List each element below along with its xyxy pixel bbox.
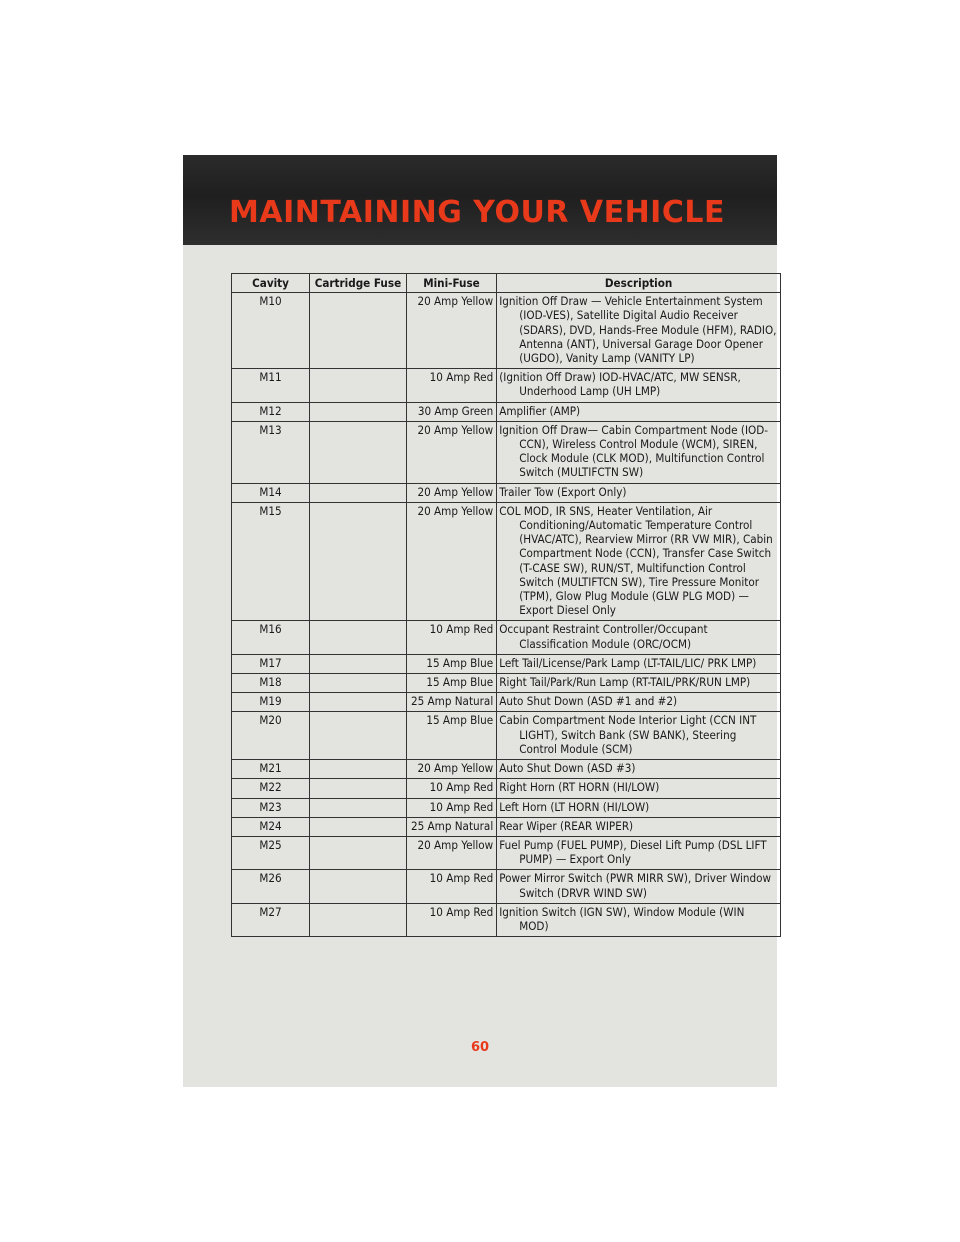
description-cell: Cabin Compartment Node Interior Light (CCN INT LIGHT), Switch Bank (SW BANK), Steering Control Module (SCM) <box>497 712 781 760</box>
mini-fuse-cell: 10 Amp Red <box>406 779 496 798</box>
column-header-cavity: Cavity <box>232 274 310 293</box>
cartridge-fuse-cell <box>310 654 407 673</box>
description-cell: Amplifier (AMP) <box>497 402 781 421</box>
cartridge-fuse-cell <box>310 798 407 817</box>
table-row <box>232 712 781 760</box>
table-row <box>232 621 781 654</box>
table-row <box>232 798 781 817</box>
description-cell: Ignition Off Draw— Cabin Compartment Node (IOD-CCN), Wireless Control Module (WCM), SIREN, Clock Module (CLK MOD), Multifunction Control Switch (MULTIFCTN SW) <box>497 421 781 483</box>
description-cell: (Ignition Off Draw) IOD-HVAC/ATC, MW SENSR, Underhood Lamp (UH LMP) <box>497 369 781 402</box>
cartridge-fuse-cell <box>310 293 407 369</box>
mini-fuse-cell: 10 Amp Red <box>406 798 496 817</box>
description-cell: Occupant Restraint Controller/Occupant Classification Module (ORC/OCM) <box>497 621 781 654</box>
description-cell: Right Horn (RT HORN (HI/LOW) <box>497 779 781 798</box>
cartridge-fuse-cell <box>310 817 407 836</box>
cartridge-fuse-cell <box>310 870 407 903</box>
mini-fuse-cell: 15 Amp Blue <box>406 674 496 693</box>
mini-fuse-cell: 20 Amp Yellow <box>406 483 496 502</box>
table-row <box>232 817 781 836</box>
cavity-cell: M23 <box>232 798 310 817</box>
mini-fuse-cell: 20 Amp Yellow <box>406 836 496 869</box>
description-cell: Left Horn (LT HORN (HI/LOW) <box>497 798 781 817</box>
table-row <box>232 674 781 693</box>
description-cell: Auto Shut Down (ASD #3) <box>497 760 781 779</box>
description-cell: Ignition Off Draw — Vehicle Entertainment System (IOD-VES), Satellite Digital Audio Receiver (SDARS), DVD, Hands-Free Module (HFM), RADIO, Antenna (ANT), Universal Garage Door Opener (UGDO), Vanity Lamp (VANITY LP) <box>497 293 781 369</box>
cavity-cell: M22 <box>232 779 310 798</box>
mini-fuse-cell: 20 Amp Yellow <box>406 502 496 621</box>
description-cell: COL MOD, IR SNS, Heater Ventilation, Air Conditioning/Automatic Temperature Control (HVAC/ATC), Rearview Mirror (RR VW MIR), Cabin Compartment Node (CCN), Transfer Case Switch (T-CASE SW), RUN/ST, Multifunction Control Switch (MULTIFTCN SW), Tire Pressure Monitor (TPM), Glow Plug Module (GLW PLG MOD) — Export Diesel Only <box>497 502 781 621</box>
section-header <box>183 155 777 245</box>
mini-fuse-cell: 30 Amp Green <box>406 402 496 421</box>
cavity-cell: M13 <box>232 421 310 483</box>
description-cell: Auto Shut Down (ASD #1 and #2) <box>497 693 781 712</box>
cavity-cell: M20 <box>232 712 310 760</box>
cartridge-fuse-cell <box>310 693 407 712</box>
cartridge-fuse-cell <box>310 674 407 693</box>
table-row <box>232 369 781 402</box>
mini-fuse-cell: 10 Amp Red <box>406 903 496 936</box>
column-header-description: Description <box>497 274 781 293</box>
cartridge-fuse-cell <box>310 712 407 760</box>
cartridge-fuse-cell <box>310 483 407 502</box>
mini-fuse-cell: 15 Amp Blue <box>406 654 496 673</box>
cartridge-fuse-cell <box>310 402 407 421</box>
mini-fuse-cell: 15 Amp Blue <box>406 712 496 760</box>
description-cell: Trailer Tow (Export Only) <box>497 483 781 502</box>
mini-fuse-cell: 25 Amp Natural <box>406 693 496 712</box>
description-cell: Fuel Pump (FUEL PUMP), Diesel Lift Pump (DSL LIFT PUMP) — Export Only <box>497 836 781 869</box>
cavity-cell: M17 <box>232 654 310 673</box>
mini-fuse-cell: 10 Amp Red <box>406 621 496 654</box>
table-row <box>232 654 781 673</box>
cavity-cell: M11 <box>232 369 310 402</box>
table-row <box>232 502 781 621</box>
page-number: 60 <box>470 1040 490 1055</box>
fuse-table <box>231 273 781 937</box>
description-cell: Ignition Switch (IGN SW), Window Module (WIN MOD) <box>497 903 781 936</box>
mini-fuse-cell: 10 Amp Red <box>406 870 496 903</box>
cavity-cell: M24 <box>232 817 310 836</box>
cartridge-fuse-cell <box>310 779 407 798</box>
description-cell: Rear Wiper (REAR WIPER) <box>497 817 781 836</box>
cavity-cell: M26 <box>232 870 310 903</box>
cavity-cell: M19 <box>232 693 310 712</box>
cavity-cell: M16 <box>232 621 310 654</box>
cavity-cell: M21 <box>232 760 310 779</box>
column-header-mini-fuse: Mini-Fuse <box>406 274 496 293</box>
table-body <box>232 293 781 937</box>
cavity-cell: M27 <box>232 903 310 936</box>
cartridge-fuse-cell <box>310 502 407 621</box>
table-row <box>232 779 781 798</box>
mini-fuse-cell: 10 Amp Red <box>406 369 496 402</box>
cartridge-fuse-cell <box>310 421 407 483</box>
mini-fuse-cell: 20 Amp Yellow <box>406 421 496 483</box>
table-row <box>232 693 781 712</box>
description-cell: Power Mirror Switch (PWR MIRR SW), Driver Window Switch (DRVR WIND SW) <box>497 870 781 903</box>
table-row <box>232 293 781 369</box>
cartridge-fuse-cell <box>310 621 407 654</box>
cavity-cell: M12 <box>232 402 310 421</box>
cartridge-fuse-cell <box>310 760 407 779</box>
description-cell: Right Tail/Park/Run Lamp (RT-TAIL/PRK/RUN LMP) <box>497 674 781 693</box>
table-row <box>232 402 781 421</box>
mini-fuse-cell: 25 Amp Natural <box>406 817 496 836</box>
description-cell: Left Tail/License/Park Lamp (LT-TAIL/LIC/ PRK LMP) <box>497 654 781 673</box>
cartridge-fuse-cell <box>310 369 407 402</box>
manual-page <box>183 155 777 1087</box>
table-row <box>232 483 781 502</box>
table-row <box>232 836 781 869</box>
column-header-cartridge-fuse: Cartridge Fuse <box>310 274 407 293</box>
section-title: MAINTAINING YOUR VEHICLE <box>229 195 725 230</box>
cavity-cell: M10 <box>232 293 310 369</box>
cartridge-fuse-cell <box>310 836 407 869</box>
cavity-cell: M14 <box>232 483 310 502</box>
cavity-cell: M18 <box>232 674 310 693</box>
table-row <box>232 870 781 903</box>
table-row <box>232 421 781 483</box>
table-row <box>232 903 781 936</box>
table-row <box>232 760 781 779</box>
table-header-row <box>232 274 781 293</box>
mini-fuse-cell: 20 Amp Yellow <box>406 293 496 369</box>
cavity-cell: M25 <box>232 836 310 869</box>
cavity-cell: M15 <box>232 502 310 621</box>
mini-fuse-cell: 20 Amp Yellow <box>406 760 496 779</box>
cartridge-fuse-cell <box>310 903 407 936</box>
